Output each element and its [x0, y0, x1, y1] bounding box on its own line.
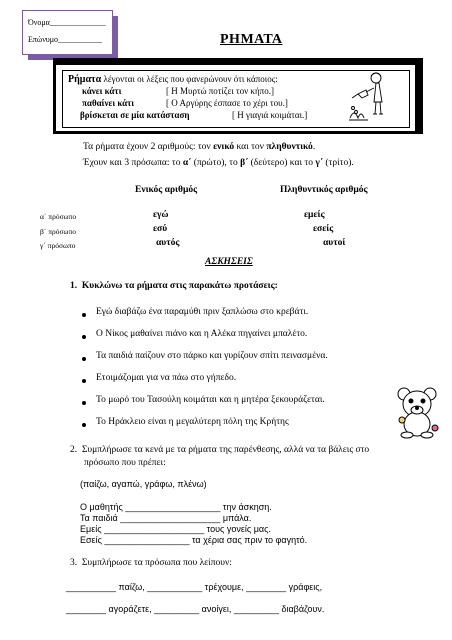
exercises-title: ΑΣΚΗΣΕΙΣ [205, 257, 253, 267]
text: (τρίτο). [322, 158, 354, 168]
card-border [23, 54, 113, 55]
person-label: β΄ πρόσωπο [40, 227, 76, 236]
text: (δεύτερο) και το [248, 158, 316, 168]
persons-sentence [83, 158, 354, 168]
exercise-1-prompt [70, 281, 278, 291]
numbers-sentence [83, 142, 315, 152]
exercise-number: 3. [70, 558, 78, 568]
text: . [312, 142, 316, 152]
name-field[interactable]: Όνομα______________ [28, 18, 106, 27]
sentence[interactable]: Τα παιδιά παίζουν στο πάρκο και γυρίζουν σπίτι πεινασμένα. [96, 351, 328, 361]
name-card [22, 10, 113, 55]
frame-border [53, 58, 56, 134]
text: Τα ρήματα έχουν 2 αριθμούς: τον [83, 142, 214, 152]
text: και τον [234, 142, 267, 152]
sentence[interactable]: Το Ηράκλειο είναι η μεγαλύτερη πόλη της Κρήτης [96, 417, 289, 427]
fill-blank-line[interactable]: ________ αγοράζετε, _________ ανοίγει, _________ διαβάζουν. [66, 604, 325, 614]
text-bold: α΄ [182, 158, 192, 168]
page-title: ΡΗΜΑΤΑ [220, 32, 283, 47]
fill-blank-line[interactable]: __________ παίζω, ___________ τρέχουμε, ________ γράφεις, [66, 582, 323, 592]
definition-row-example: [ Η Μυρτώ ποτίζει τον κήπο.] [166, 86, 274, 96]
bullet [82, 379, 86, 383]
definition-row-term: βρίσκεται σε μία κατάσταση [80, 110, 190, 120]
exercise-number: 2. [70, 445, 78, 455]
text-bold: ενικό [213, 142, 235, 152]
bullet [82, 401, 86, 405]
sentence[interactable]: Ο Νίκος μαθαίνει πιάνο και η Αλέκα πηγαίνει μπαλέτο. [96, 329, 308, 339]
exercise-text: Συμπλήρωσε τα πρόσωπα που λείπουν: [81, 558, 232, 568]
exercise-2-prompt-line1 [70, 445, 369, 455]
exercise-2-prompt-line2: πρόσωπο που πρέπει: [84, 458, 166, 468]
plural-pronoun: εμείς [304, 210, 325, 220]
definition-row-example: [ Ο Αργύρης έσπασε το χέρι του.] [166, 98, 288, 108]
fill-blank-line[interactable]: Τα παιδιά ____________________ μπάλα. [80, 513, 252, 523]
bear-illustration [394, 384, 442, 440]
bullet [82, 423, 86, 427]
definition-row-example: [ Η γιαγιά κοιμάται.] [232, 110, 308, 120]
definition-intro [68, 74, 278, 85]
exercise-text: Κυκλώνω τα ρήματα στις παρακάτω προτάσεις: [81, 281, 278, 291]
singular-pronoun: αυτός [156, 238, 180, 248]
person-label: α΄ πρόσωπο [40, 212, 77, 221]
person-label: γ΄ πρόσωπο [40, 241, 76, 250]
text-bold: β΄ [240, 158, 249, 168]
fill-blank-line[interactable]: Εμείς ____________________ τους γονείς μας. [80, 524, 271, 534]
definition-text: λέγονται οι λέξεις που φανερώνουν ότι κάποιος: [103, 74, 278, 84]
girl-watering-plants-illustration [346, 68, 402, 124]
bullet [82, 313, 86, 317]
sentence[interactable]: Εγώ διαβάζω ένα παραμύθι πριν ξαπλώσω στο κρεβάτι. [96, 307, 309, 317]
card-border [112, 11, 113, 55]
plural-pronoun: αυτοί [323, 238, 346, 248]
plural-pronoun: εσείς [313, 224, 334, 234]
card-shadow [113, 16, 118, 60]
singular-pronoun: εσύ [153, 224, 168, 234]
text-bold: γ΄ [315, 158, 323, 168]
frame-border [53, 131, 423, 134]
bullet [82, 357, 86, 361]
singular-header: Ενικός αριθμός [135, 185, 198, 195]
exercise-3-prompt [70, 558, 232, 568]
surname-field[interactable]: Επώνυμο___________ [28, 35, 103, 44]
sentence[interactable]: Ετοιμάζομαι για να πάω στο γήπεδο. [96, 373, 237, 383]
exercise-number: 1. [70, 281, 78, 291]
text: (πρώτο), το [191, 158, 241, 168]
fill-blank-line[interactable]: Εσείς _________________ τα χέρια σας πριν το φαγητό. [80, 535, 308, 545]
singular-pronoun: εγώ [153, 210, 169, 220]
bullet [82, 335, 86, 339]
fill-blank-line[interactable]: Ο μαθητής ___________________ την άσκηση. [80, 502, 272, 512]
exercise-text: Συμπλήρωσε τα κενά με τα ρήματα της παρένθεσης, αλλά να τα βάλεις στο [81, 445, 370, 455]
definition-row-term: κάνει κάτι [82, 86, 122, 96]
frame-border [53, 58, 423, 65]
definition-row-term: παθαίνει κάτι [82, 98, 135, 108]
definition-term: Ρήματα [68, 74, 102, 85]
sentence[interactable]: Το μωρό του Τασούλη κοιμάται και η μητέρα ξεκουράζεται. [96, 395, 325, 405]
verb-options: (παίζω, αγαπώ, γράφω, πλένω) [80, 479, 207, 489]
text-bold: πληθυντικό [266, 142, 313, 152]
frame-border [415, 58, 423, 134]
text: Έχουν και 3 πρόσωπα: το [83, 158, 183, 168]
plural-header: Πληθυντικός αριθμός [280, 185, 368, 195]
